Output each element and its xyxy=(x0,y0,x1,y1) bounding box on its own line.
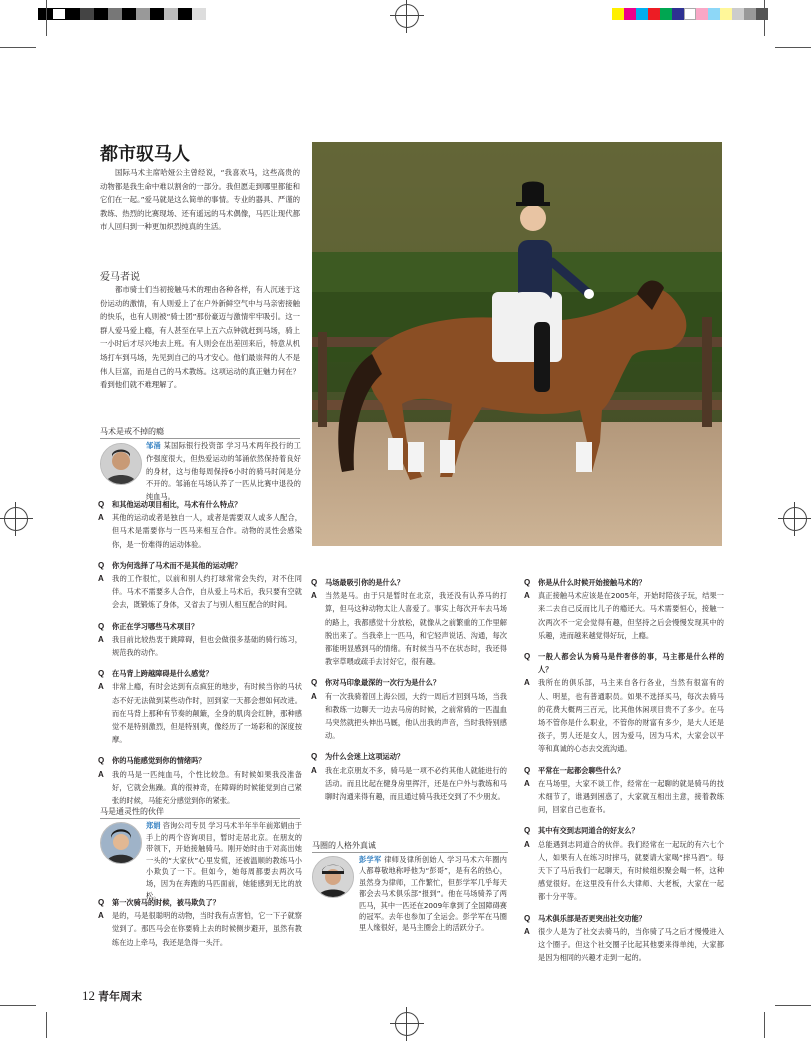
intro-block xyxy=(100,166,300,234)
profile3-bio-block xyxy=(311,854,507,934)
dressage-photo-illustration xyxy=(312,142,722,546)
profile2-bio-block xyxy=(98,820,302,901)
section-heading: 爱马者说 xyxy=(100,272,140,283)
profile2-qa xyxy=(98,896,302,957)
profile3-qa xyxy=(524,576,724,972)
profile3-bio: 律师及律所创始人 学习马术六年圈内人都尊敬地称呼他为“彭哥”，是有名的热心，虽然身为律师，工作繁忙，但彭学军几乎每天都会去马术俱乐部“报到”。他在马场骑养了两匹马，其中一匹还在2009年拿到了全国障碍赛的冠军。去年也参加了全运会。彭学军在马圈里人缘很好，是马主圈会上的活跃分子。 xyxy=(359,855,507,933)
qa-item: Q 你的马能感觉到你的情绪吗？ A 我的马是一匹纯血马，个性比较急。有时候如果我没准备好，它就会焦躁。真的很神奇，在障碍的时候能觉到自己紧张的时候，马能充分感觉到你的紧张。 xyxy=(98,756,302,806)
profile1-name: 邹涌 xyxy=(146,441,162,450)
qa-item: Q 你对马印象最深的一次行为是什么？ A 有一次我骑着回上海公园，大约一周后才回到马场，当我和教练一边聊天一边去马房的时候，之前常骑的一匹温血马突然就把头伸出马厩，他认出我的声音，当时我特别感动。 xyxy=(311,678,507,741)
qa-item: Q 马场最吸引你的是什么？ A 当然是马。由于只是暂时在北京，我还没有认养马的打算，但马这种动物太让人喜爱了。事实上每次开车去马场的路上，我都感觉十分放松，就像从之前繁重的工作里解脱出来了。当我牵上一匹马，和它轻声说话、沟通，每次都能明显感到马的情绪。有时候当马不在状态时，我还得教宰草喂或疏手去讨好它，很有趣。 xyxy=(311,578,507,667)
profile3-name: 彭学军 xyxy=(359,855,382,864)
profile2-label: 马是通灵性的伙伴 xyxy=(100,807,164,816)
qa-item: Q 你为何选择了马术而不是其他的运动呢？ A 我的工作很忙，以前和别人约打球常常会失约，对不住同伴。马术不需要多人合作，自从爱上马术后，我只要有空就会去，既锻炼了身体，又省去了与别人相互配合的时间。 xyxy=(98,560,302,610)
profile1-bio: 某国际银行投资部 学习马术两年投行的工作强度很大，但热爱运动的邹涌依然保持着良好的身材，这与他每周保持6小时的骑马时间是分不开的。邹涌在马场认养了一匹从比赛中退役的纯血马。 xyxy=(146,441,301,502)
rider-horse-photo xyxy=(312,142,722,546)
qa-item: Q 为什么会迷上这项运动？ A 我在北京朋友不多，骑马是一项不必约其他人就能进行的活动。而且比起在健身房里挥汗，还是在户外与教练和马聊时沟通来得有趣，而且通过骑马我还交到了不少朋友。 xyxy=(311,752,507,802)
registration-mark-left xyxy=(4,507,28,531)
intro-paragraph: 国际马术主席哈娅公主曾经说，“我喜欢马，这些高贵的动物都是我生命中难以割舍的一部分。我但愿走到哪里都能和它们在一起。”爱马就是这么简单的事情。专业的器具、严谨的教练、热烈的比赛现场、还有遥远的马术偶像，马匹让现代都市人回归到一种更加炽烈纯真的生活。 xyxy=(100,168,300,232)
column3-qa xyxy=(311,576,507,811)
section-body: 都市骑士们当初接触马术的理由各种各样，有人沉迷于这份运动的激情，有人则爱上了在户外新鲜空气中与马亲密接触的快乐，也有人则被“骑士团”那份豪迈与激情牢牢吸引。这一群人爱马爱上瘾，有人甚至在早上五六点钟就赶到马场，骑上一小时后才尽兴地去上班。有人则会在出差回来后，特意从机场打车到马场，先见到自己的马才安心。他们最崇拜的人不是伟人巨富，而是自己的马术教练。这项运动的真正魅力何在？看到他们就不难理解了。 xyxy=(100,285,300,390)
divider xyxy=(100,818,300,819)
divider xyxy=(100,438,300,439)
qa-item: Q 平常在一起都会聊些什么？ A 在马场里，大家不谈工作，经常在一起聊的就是骑马的技术细节了，谁遇到困惑了，大家就互相出主意，接着教练问，回家自己也查书。 xyxy=(524,765,724,815)
profile3-label: 马圈的人格外真诚 xyxy=(312,841,376,850)
qa-item: Q 马术俱乐部是否更突出社交功能？ A 很少人是为了社交去骑马的，当你骑了马之后才慢慢进入这个圈子。但这个社交圈子比起其他要来得单纯，大家都是因为相同的兴趣才走到一起的。 xyxy=(524,913,724,963)
registration-mark-right xyxy=(783,507,807,531)
divider xyxy=(312,852,508,853)
profile2-bio: 咨询公司专员 学习马术半年半年前郑娟由于手上的两个咨询项目，暂时走居北京。在朋友的带领下，开始接触骑马。刚开始时由于对高出她一头的“大家伙”心里发慌，还被温顺的教练马小小欺负了一下。但如今，她每周都要去两次马场，因为在奔跑的马匹面前，她能感到无比的放松。 xyxy=(146,821,302,900)
profile1-qa xyxy=(98,498,302,815)
qa-item: Q 第一次骑马的时候，被马欺负了？ A 是的，马是很聪明的动物，当时我有点害怕，它一下子就察觉到了。那匹马会在你要骑上去的时候侧步避开，虽然有教练在边上牵马，我还是急得一头汗。 xyxy=(98,898,302,947)
qa-item: Q 你正在学习哪些马术项目？ A 我目前比较热衷于跳障碍，但也会做很多基础的骑行练习，规范我的动作。 xyxy=(98,621,302,658)
avatar xyxy=(100,443,142,485)
magazine-name: 青年周末 xyxy=(98,990,142,1003)
registration-mark-bottom xyxy=(395,1012,419,1036)
profile2-name: 郑娟 xyxy=(146,821,161,830)
qa-item: Q 在马背上跨越障碍是什么感觉？ A 非常上瘾，有时会达到有点疯狂的地步，有时候当你的马状态不好无法做到某些动作时，回到家一天都会想如何改进。而在马背上那种有节奏的颠簸，全身的肌肉会红肿，那种感觉不是特别激烈，但是特别爽，像经历了一场彩和的深度按摩。 xyxy=(98,669,302,745)
section-body-block xyxy=(100,283,300,392)
profile1-bio-block xyxy=(146,440,301,504)
qa-item: Q 和其他运动项目相比，马术有什么特点？ A 其他的运动或者是独自一人，或者是需要双人或多人配合，但马术是需要你与一匹马来相互合作。动物的灵性会感染你，是一份难得的运动体验。 xyxy=(98,500,302,549)
registration-mark-top xyxy=(395,4,419,28)
qa-item: Q 其中有交到志同道合的好友么？ A 总能遇到志同道合的伙伴。我们经常在一起玩的有六七个人，如果有人在练习时摔马，就要请大家喝“摔马酒”。每天下了马后我们一起聊天，有时候组织聚会喝一杯，这种感觉很好。在这里没有什么大律师、大老板，大家在一起都十分平等。 xyxy=(524,826,724,902)
profile1-label: 马术是戒不掉的瘾 xyxy=(100,427,164,436)
qa-item: Q 一般人都会认为骑马是件奢侈的事，马主都是什么样的人？ A 我所在的俱乐部，马主来自各行各业，当然有很富有的人、明星，也有普通职员。如果不选择买马，每次去骑马的花费大概两三百元，比其他休闲项目贵不了多少。在马场不管你是什么职业，不管你的财富有多少，是大人还是孩子，男人还是女人，因为爱马，因为马术，大家会以平等和真诚的心态去交流沟通。 xyxy=(524,652,724,754)
qa-item: Q 你是从什么时候开始接触马术的？ A 真正接触马术应该是在2005年，开始时陪孩子玩，结果一来二去自己反而比儿子的瘾还大。马术需要恒心，接触一次两次不一定会觉得有趣，但坚持之后会慢慢发现其中的乐趣，进而越来越觉得好玩，上瘾。 xyxy=(524,578,724,640)
page-title: 都市驭马人 xyxy=(100,144,190,165)
page-number: 12 xyxy=(82,988,95,1003)
